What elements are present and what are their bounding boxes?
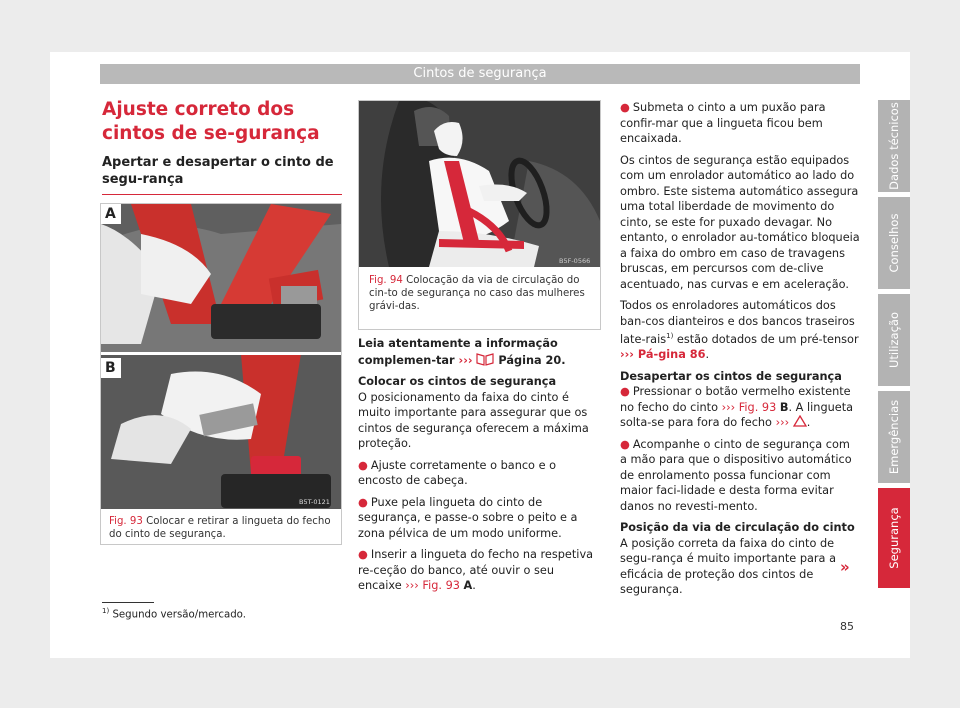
- footnote-marker: 1): [666, 332, 674, 340]
- bullet-icon: ●: [358, 548, 368, 561]
- text-column-2: [358, 336, 600, 600]
- footnote: [102, 607, 246, 620]
- bullet-item: [358, 495, 600, 542]
- figure-94: [358, 100, 601, 330]
- page-title: Ajuste correto dos cintos de se-gurança: [102, 99, 320, 144]
- figure-part-letter: B: [779, 400, 789, 414]
- bullet-text: Inserir a lingueta do fecho na respetiva re-ceção do banco, até ouvir o seu encaixe: [358, 548, 594, 592]
- figure-code: B5F-0566: [559, 257, 591, 265]
- bullet-text: Puxe pela lingueta do cinto de segurança, e passe-o sobre o peito e a zona pélvica de um modo uniforme.: [358, 495, 578, 540]
- bullet-text: Pressionar o botão vermelho existente no fecho do cinto: [620, 385, 851, 414]
- bullet-icon: ●: [358, 495, 368, 509]
- heading-fasten: Colocar os cintos de segurança: [358, 375, 557, 388]
- heading-unfasten: Desapertar os cintos de segurança: [620, 369, 842, 383]
- tab-label: Dados técnicos: [887, 102, 901, 190]
- footnote-marker: 1): [102, 607, 110, 615]
- caption-figure-number: Fig. 93: [109, 516, 143, 527]
- figure-part-letter: A: [463, 579, 473, 592]
- warning-triangle-icon[interactable]: [793, 415, 807, 427]
- tab-label: Conselhos: [887, 213, 901, 273]
- figure-label-a: A: [105, 206, 116, 222]
- caption-figure-number: Fig. 94: [369, 275, 403, 286]
- heading-belt-path: Posição da via de circulação do cinto: [620, 521, 855, 535]
- tab-emergencias[interactable]: [878, 391, 910, 483]
- tab-label: Utilização: [887, 311, 901, 369]
- intro-text: Leia atentamente a informação complemen-tar: [358, 337, 558, 367]
- bullet-icon: ●: [620, 385, 630, 399]
- paragraph-text: estão dotados de um pré-tensor: [673, 332, 859, 346]
- tab-label: Segurança: [887, 507, 901, 569]
- bullet-icon: ●: [358, 458, 368, 472]
- cross-reference-arrow: ›››: [458, 353, 473, 367]
- paragraph: A posição correta da faixa do cinto de segu-rança é muito importante para a eficácia de proteção dos cintos de segurança.: [620, 536, 836, 597]
- bullet-text: Submeta o cinto a um puxão para confir-mar que a lingueta ficou bem encaixada.: [620, 101, 826, 145]
- figure-93: [100, 203, 342, 545]
- figure-94-caption: [369, 274, 595, 313]
- intro-paragraph: [358, 336, 600, 368]
- section-header: Cintos de segurança: [100, 64, 860, 84]
- page-reference-link[interactable]: ››› Pá-gina 86: [620, 348, 706, 362]
- bullet-item: [620, 437, 860, 515]
- bullet-item: [358, 547, 600, 594]
- book-icon: [476, 352, 494, 366]
- page-number: 85: [840, 620, 854, 633]
- figure-code: B5T-0121: [299, 498, 330, 506]
- tab-label: Emergências: [887, 399, 901, 475]
- punctuation: .: [472, 579, 476, 592]
- bullet-icon: ●: [620, 101, 630, 114]
- punctuation: .: [561, 353, 566, 367]
- paragraph: Os cintos de segurança estão equipados com um enrolador automático ao lado do ombro. Este sistema automático assegura uma total liberdade de movimento do cinto, se este for puxado devagar. No entanto, o enrolador au-tomático bloqueia a faixa do ombro em caso de travagens bruscas, em percursos com de-clive acentuado, nas curvas e em aceleração.: [620, 153, 860, 291]
- caption-text: Colocação da via de circulação do cin-to de segurança no caso das mulheres grávi-das.: [369, 275, 585, 312]
- caption-text: Colocar e retirar a lingueta do fecho do cinto de segurança.: [109, 516, 331, 540]
- punctuation: .: [705, 348, 710, 362]
- section-subtitle: Apertar e desapertar o cinto de segu-rança: [102, 155, 334, 187]
- text-column-3: [620, 100, 860, 604]
- paragraph: [620, 298, 860, 363]
- bullet-item: [358, 458, 600, 489]
- tab-seguranca[interactable]: [878, 488, 910, 588]
- figure-93-image: [101, 204, 341, 509]
- footnote-text: Segundo versão/mercado.: [112, 609, 246, 621]
- bullet-icon: ●: [620, 437, 630, 451]
- punctuation: .: [806, 416, 811, 430]
- figure-reference-link[interactable]: ››› Fig. 93: [721, 400, 777, 414]
- tab-dados-tecnicos[interactable]: [878, 100, 910, 192]
- figure-94-image: [359, 101, 600, 267]
- tab-utilizacao[interactable]: [878, 294, 910, 386]
- figure-reference-link[interactable]: ››› Fig. 93: [405, 579, 460, 592]
- page-reference-link[interactable]: Página 20: [498, 353, 562, 367]
- bullet-text: . A lingueta solta-se para fora do fecho: [620, 400, 854, 430]
- bullet-text: Acompanhe o cinto de segurança com a mão para que o dispositivo automático de enrolamento possa funcionar com maior faci-lidade e desta forma evitar danos no revesti-mento.: [620, 437, 852, 513]
- paragraph: O posicionamento da faixa do cinto é muito importante para assegurar que os cintos de segurança oferecem a máxima proteção.: [358, 390, 589, 450]
- bullet-item: [620, 384, 860, 431]
- cross-reference-arrow: ›››: [775, 416, 790, 430]
- figure-label-b: B: [105, 360, 116, 376]
- continue-arrow-icon: »: [840, 558, 850, 576]
- bullet-text: Ajuste corretamente o banco e o encosto de cabeça.: [358, 458, 557, 487]
- paragraph-text: Todos os enroladores automáticos dos ban-cos dianteiros e dos bancos traseiros late-rais: [620, 299, 855, 346]
- tab-conselhos[interactable]: [878, 197, 910, 289]
- subtitle-divider: [102, 194, 342, 195]
- bullet-item: [620, 100, 860, 147]
- figure-93-caption: [109, 515, 335, 541]
- footnote-divider: [102, 602, 154, 603]
